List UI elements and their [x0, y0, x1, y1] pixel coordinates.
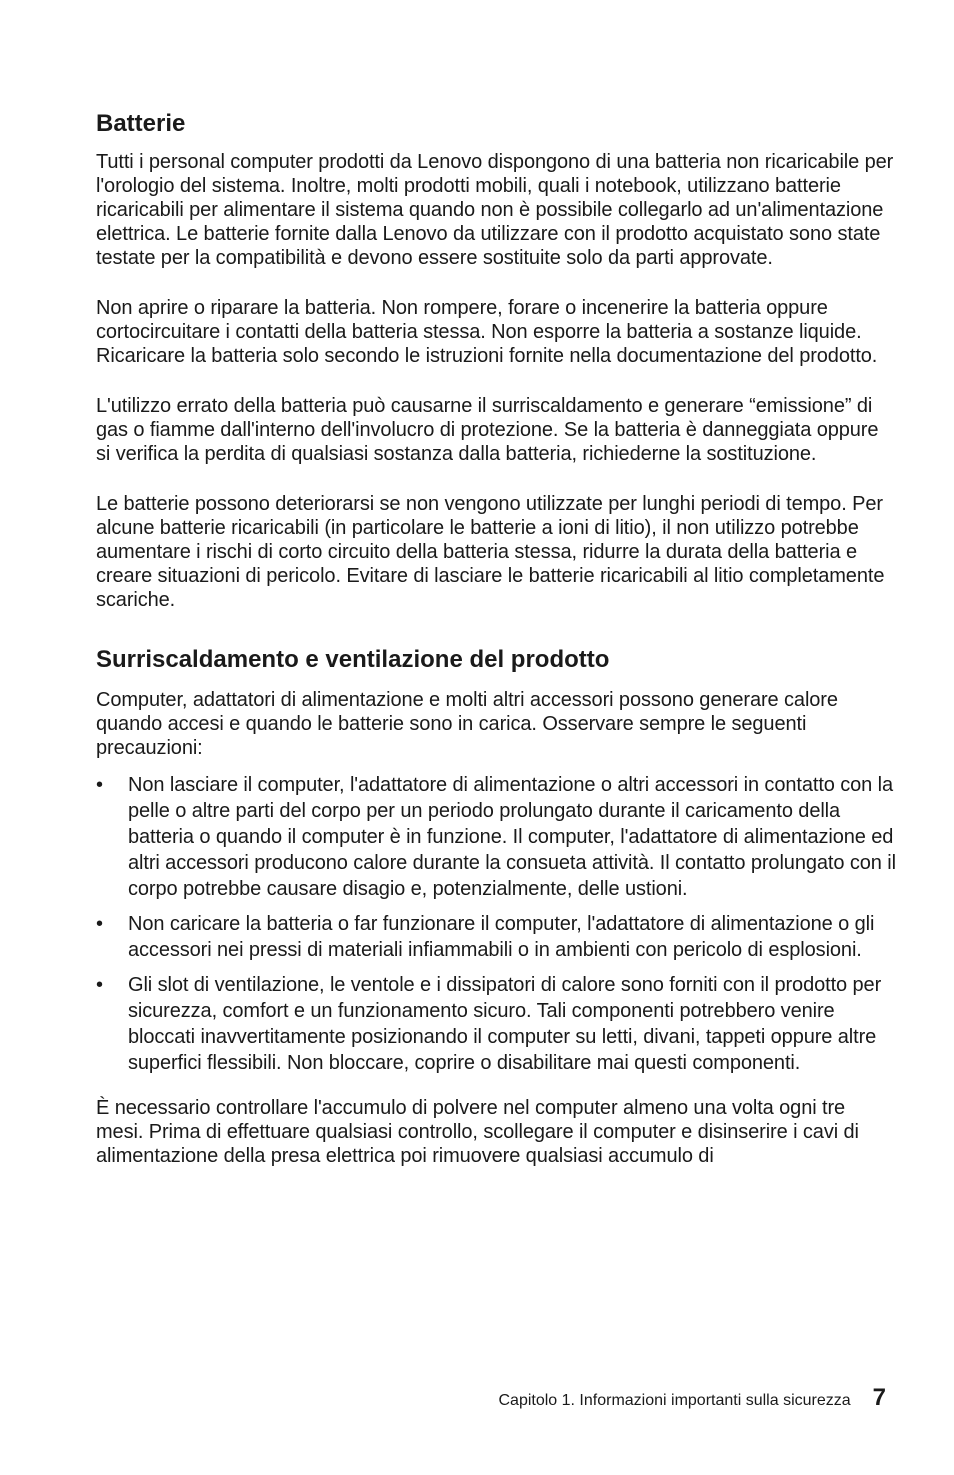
- list-item: [96, 972, 896, 1076]
- paragraph-intro: Computer, adattatori di alimentazione e molti altri accessori possono generare calore quando accesi e quando le batterie sono in carica. Osservare sempre le seguenti precauzioni:: [96, 689, 838, 759]
- page-number: 7: [872, 1384, 886, 1411]
- paragraph: Non aprire o riparare la batteria. Non rompere, forare o incenerire la batteria oppure cortocircuitare i contatti della batteria stessa. Non esporre la batteria a sostanze liquide. Ricaricare la batteria solo secondo le istruzioni fornite nella documentazione del prodotto.: [96, 297, 878, 367]
- paragraph-closing: È necessario controllare l'accumulo di polvere nel computer almeno una volta ogni tre mesi. Prima di effettuare qualsiasi controllo, scollegare il computer e disinserire i cavi di alimentazione della presa elettrica poi rimuovere qualsiasi accumulo di: [96, 1097, 859, 1167]
- page-content: [96, 106, 896, 1194]
- list-item: [96, 772, 896, 902]
- bullet-icon: •: [96, 974, 103, 996]
- section-title-surriscaldamento: Surriscaldamento e ventilazione del prodotto: [96, 646, 610, 673]
- page-footer: [498, 1386, 886, 1413]
- precautions-list: [96, 772, 896, 1076]
- list-item-text: Non caricare la batteria o far funzionare il computer, l'adattatore di alimentazione o gli accessori nei pressi di materiali infiammabili o in ambienti con pericolo di esplosioni.: [128, 913, 875, 961]
- paragraph: Le batterie possono deteriorarsi se non vengono utilizzate per lunghi periodi di tempo. Per alcune batterie ricaricabili (in particolare le batterie a ioni di litio), il non utilizzo potrebbe aumentare i rischi di corto circuito della batteria stessa, ridurre la durata della batteria e creare situazioni di pericolo. Evitare di lasciare le batterie ricaricabili al litio completamente scariche.: [96, 493, 885, 611]
- list-item: [96, 911, 896, 963]
- list-item-text: Gli slot di ventilazione, le ventole e i dissipatori di calore sono forniti con il prodotto per sicurezza, comfort e un funzionamento sicuro. Tali componenti potrebbero venire bloccati inavvertitamente posizionando il computer su letti, divani, tappeti oppure altre superfici flessibili. Non bloccare, coprire o disabilitare mai questi componenti.: [128, 974, 882, 1074]
- bullet-icon: •: [96, 774, 103, 796]
- bullet-icon: •: [96, 913, 103, 935]
- list-item-text: Non lasciare il computer, l'adattatore di alimentazione o altri accessori in contatto con la pelle o altre parti del corpo per un periodo prolungato durante il caricamento della batteria o quando il computer è in funzione. Il computer, l'adattatore di alimentazione ed altri accessori producono calore durante la consueta attività. Il contatto prolungato con il corpo potrebbe causare disagio e, potenzialmente, delle ustioni.: [128, 774, 896, 900]
- footer-chapter: Capitolo 1. Informazioni importanti sulla sicurezza: [498, 1392, 851, 1409]
- section-title-batterie: Batterie: [96, 110, 186, 137]
- paragraph: L'utilizzo errato della batteria può causarne il surriscaldamento e generare “emissione” di gas o fiamme dall'interno dell'involucro di protezione. Se la batteria è danneggiata oppure si verifica la perdita di qualsiasi sostanza dalla batteria, richiederne la sostituzione.: [96, 395, 879, 465]
- paragraph: Tutti i personal computer prodotti da Lenovo dispongono di una batteria non ricaricabile per l'orologio del sistema. Inoltre, molti prodotti mobili, quali i notebook, utilizzano batterie ricaricabili per alimentare il sistema quando non è possibile collegarlo ad un'alimentazione elettrica. Le batterie fornite dalla Lenovo da utilizzare con il prodotto acquistato sono state testate per la compatibilità e devono essere sostituite solo da parti approvate.: [96, 151, 894, 269]
